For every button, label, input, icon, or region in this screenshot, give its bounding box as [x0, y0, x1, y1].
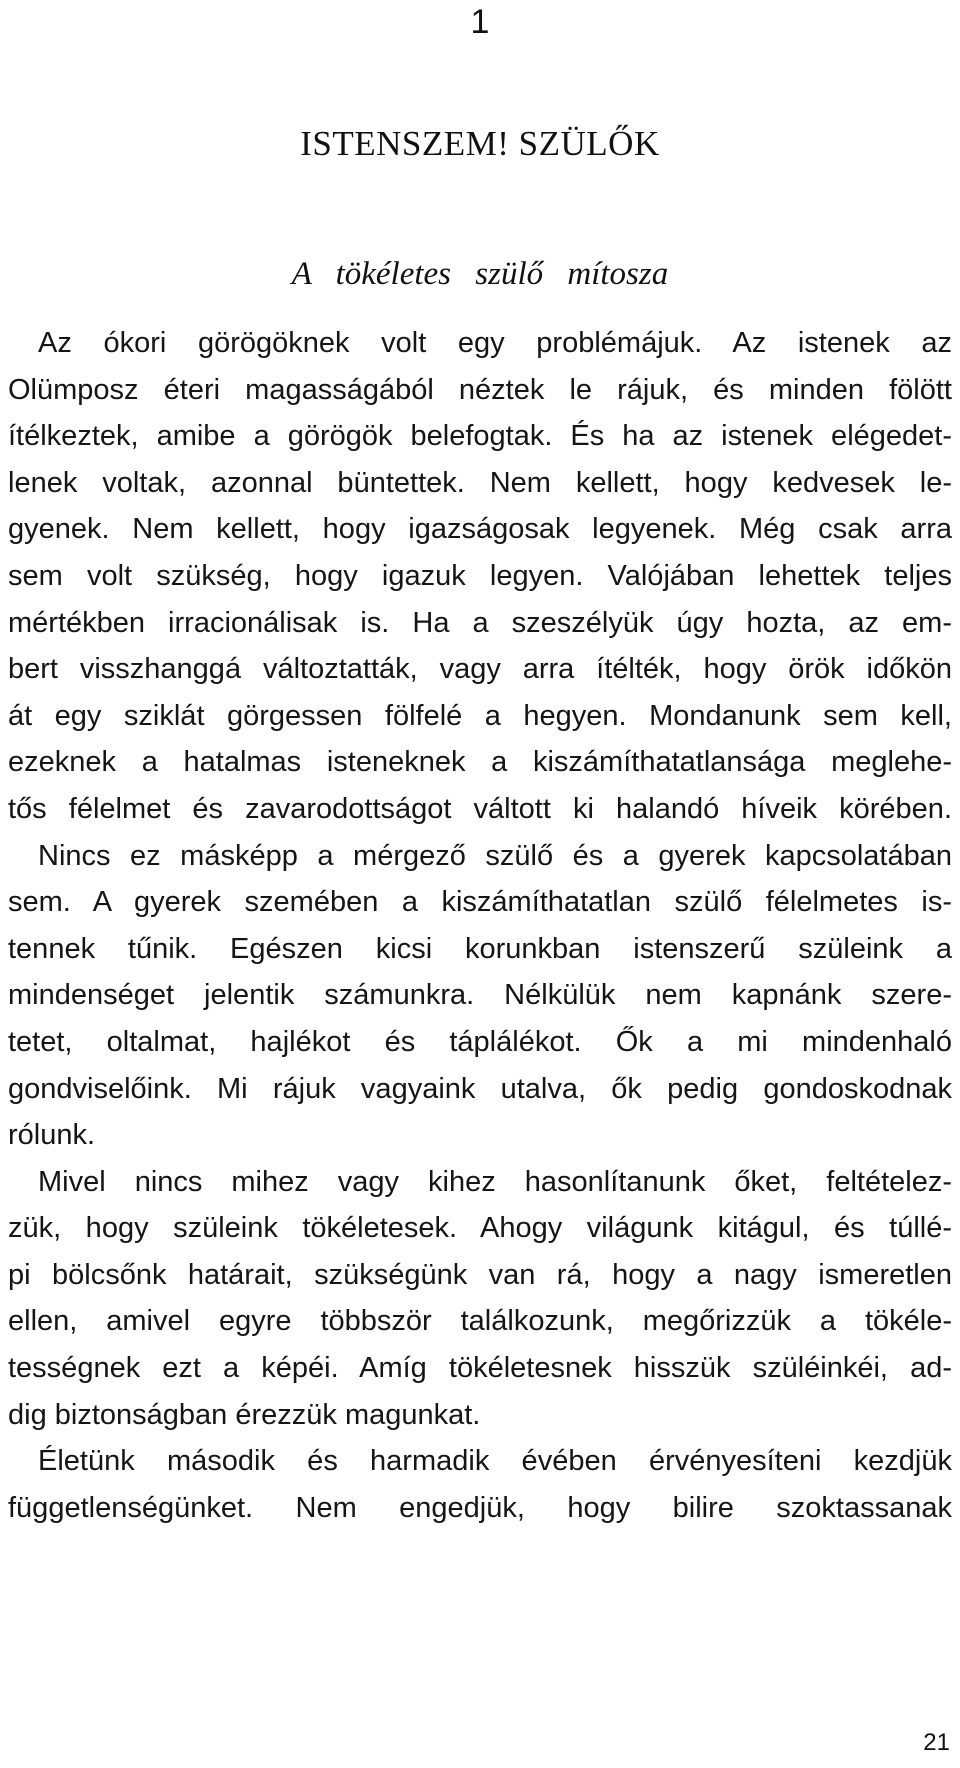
text-line: ellen, amivel egyre többször találkozunk, megőrizzük a tökéle-: [8, 1305, 952, 1338]
text-line: gondviselőink. Mi rájuk vagyaink utalva, ők pedig gondoskodnak: [8, 1072, 952, 1105]
text-line: sem. A gyerek szemében a kiszámíthatatlan szülő félelmetes is-: [8, 886, 952, 919]
text-line: sem volt szükség, hogy igazuk legyen. Valójában lehettek teljes: [8, 559, 952, 592]
text-line: mindenséget jelentik számunkra. Nélkülük nem kapnánk szere-: [8, 979, 952, 1012]
text-line: Mivel nincs mihez vagy kihez hasonlítanunk őket, feltételez-: [38, 1165, 952, 1198]
text-line: tennek tűnik. Egészen kicsi korunkban istenszerű szüleink a: [8, 932, 952, 965]
body-text: [8, 320, 952, 1531]
text-line: függetlenségünket. Nem engedjük, hogy bilire szoktassanak: [8, 1491, 952, 1524]
text-line: át egy sziklát görgessen fölfelé a hegyen. Mondanunk sem kell,: [8, 699, 952, 732]
section-title: A tökéletes szülő mítosza: [291, 256, 669, 292]
text-line: tetet, oltalmat, hajlékot és táplálékot. Ők a mi mindenhaló: [8, 1025, 952, 1058]
text-line: dig biztonságban érezzük magunkat.: [8, 1398, 481, 1431]
text-line: Az ókori görögöknek volt egy problémájuk. Az istenek az: [38, 327, 952, 359]
text-line: tős félelmet és zavarodottságot váltott ki halandó híveik körében.: [8, 792, 952, 825]
page-number: 21: [923, 1729, 950, 1756]
text-line: lenek voltak, azonnal büntettek. Nem kellett, hogy kedvesek le-: [8, 466, 952, 499]
text-line: gyenek. Nem kellett, hogy igazságosak legyenek. Még csak arra: [8, 513, 952, 546]
text-line: bert visszhanggá változtatták, vagy arra ítélték, hogy örök időkön: [8, 653, 952, 686]
text-line: Nincs ez másképp a mérgező szülő és a gyerek kapcsolatában: [38, 839, 952, 872]
text-line: ítélkeztek, amibe a görögök belefogtak. És ha az istenek elégedet-: [8, 420, 952, 453]
chapter-title: ISTENSZEM! SZÜLŐK: [300, 124, 660, 163]
text-line: Olümposz éteri magasságából néztek le rájuk, és minden fölött: [8, 373, 952, 406]
text-line: rólunk.: [8, 1119, 96, 1152]
text-line: zük, hogy szüleink tökéletesek. Ahogy világunk kitágul, és túllé-: [8, 1212, 952, 1245]
chapter-number: 1: [470, 3, 490, 41]
text-line: Életünk második és harmadik évében érvényesíteni kezdjük: [38, 1445, 952, 1478]
text-line: mértékben irracionálisak is. Ha a szeszélyük úgy hozta, az em-: [8, 606, 952, 639]
text-line: ezeknek a hatalmas isteneknek a kiszámíthatatlansága meglehe-: [8, 746, 952, 779]
text-line: tességnek ezt a képéi. Amíg tökéletesnek hisszük szüléinkéi, ad-: [8, 1352, 952, 1385]
text-line: pi bölcsőnk határait, szükségünk van rá, hogy a nagy ismeretlen: [8, 1258, 952, 1291]
